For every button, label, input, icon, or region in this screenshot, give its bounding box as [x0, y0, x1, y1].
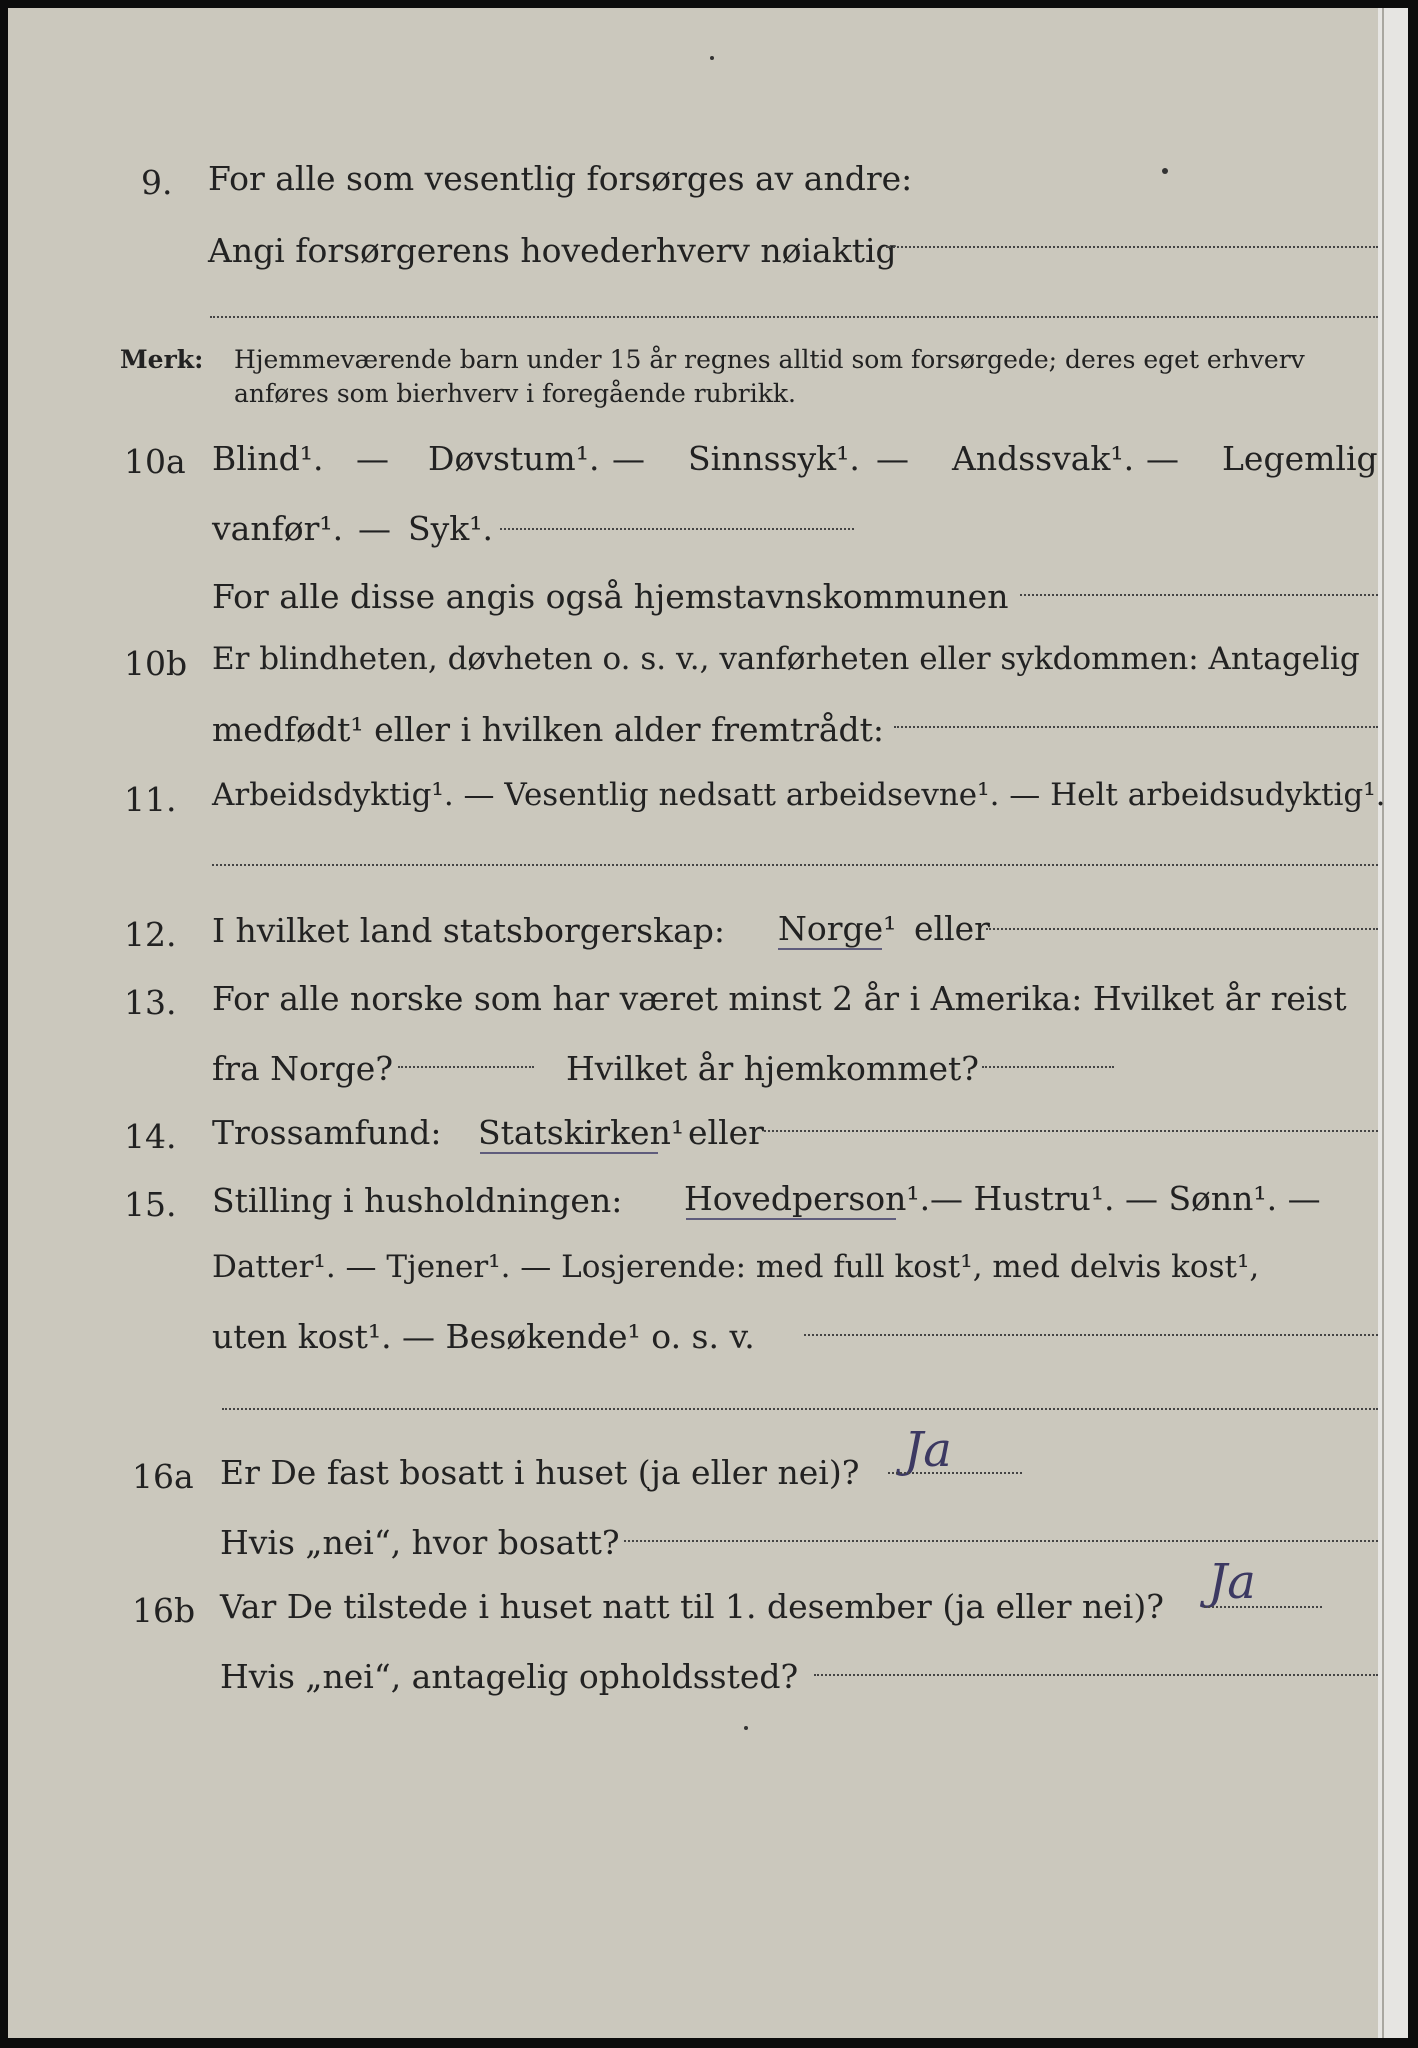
q12-fill-line[interactable]	[986, 928, 1378, 930]
q9-fill-line[interactable]	[886, 246, 1378, 248]
q10a-dash-5: —	[358, 509, 391, 548]
q16b-line1: Var De tilstede i huset natt til 1. desember (ja eller nei)?	[220, 1587, 1164, 1626]
q9-line1: For alle som vesentlig forsørges av andre:	[208, 159, 913, 198]
q11-line1: Arbeidsdyktig¹. — Vesentlig nedsatt arbeidsevne¹. — Helt arbeidsudyktig¹.	[212, 777, 1386, 813]
q15-hovedperson: Hovedperson¹.	[684, 1179, 931, 1218]
q16b-number: 16b	[132, 1591, 196, 1630]
q10a-fill-line-2[interactable]	[1020, 594, 1378, 596]
q13-hjemkommet: Hvilket år hjemkommet?	[566, 1049, 979, 1088]
q13-fill-line-1[interactable]	[398, 1066, 534, 1068]
ink-speck	[710, 56, 714, 60]
q14-number: 14.	[124, 1117, 177, 1156]
q10a-dash-4: —	[1146, 439, 1179, 478]
q10a-vanfor: vanfør¹.	[212, 509, 344, 548]
ink-speck-2	[744, 1726, 748, 1730]
census-form-page	[8, 8, 1408, 2038]
q16a-fill-line-2[interactable]	[624, 1540, 1378, 1542]
ink-dot	[1162, 168, 1168, 174]
paper-edge-line	[1382, 8, 1384, 2038]
q14-statskirken-underline	[480, 1152, 658, 1154]
q14-eller: eller	[688, 1113, 764, 1152]
q10a-dash-2: —	[612, 439, 645, 478]
q13-line1: For alle norske som har været minst 2 år i Amerika: Hvilket år reist	[212, 979, 1347, 1018]
q15-fill-line[interactable]	[804, 1334, 1378, 1336]
q9-fill-line-2[interactable]	[210, 316, 1378, 318]
q10a-sinnssyk: Sinnssyk¹.	[688, 439, 860, 478]
q15-fill-line-2[interactable]	[222, 1408, 1378, 1410]
q10a-line3: For alle disse angis også hjemstavnskommunen	[212, 577, 1009, 616]
q16b-fill-line[interactable]	[1204, 1606, 1322, 1608]
q10a-dovstum: Døvstum¹.	[428, 439, 600, 478]
q12-eller: eller	[914, 909, 990, 948]
q12-number: 12.	[124, 915, 177, 954]
q10a-andssvak: Andssvak¹.	[952, 439, 1135, 478]
q13-fill-line-2[interactable]	[982, 1066, 1114, 1068]
q10a-dash-3: —	[876, 439, 909, 478]
q14-statskirken: Statskirken¹	[478, 1113, 685, 1152]
q10a-legemlig: Legemlig	[1222, 439, 1378, 478]
q16b-fill-line-2[interactable]	[814, 1674, 1378, 1676]
q10a-dash-1: —	[356, 439, 389, 478]
q15-line3: uten kost¹. — Besøkende¹ o. s. v.	[212, 1317, 755, 1356]
q16a-line2: Hvis „nei“, hvor bosatt?	[220, 1523, 620, 1562]
q16a-number: 16a	[132, 1457, 194, 1496]
merk-line2: anføres som bierhverv i foregående rubrikk.	[234, 379, 796, 408]
q9-line2: Angi forsørgerens hovederhverv nøiaktig	[208, 231, 897, 270]
q15-hovedperson-underline	[686, 1218, 896, 1220]
q9-number: 9.	[141, 163, 173, 202]
q12-norge: Norge¹	[778, 909, 897, 948]
q13-fra-norge: fra Norge?	[212, 1049, 394, 1088]
q10b-fill-line[interactable]	[894, 726, 1378, 728]
q10b-line2: medfødt¹ eller i hvilken alder fremtrådt:	[212, 710, 885, 749]
q10a-syk: Syk¹.	[408, 509, 493, 548]
q16a-fill-line[interactable]	[888, 1472, 1022, 1474]
q10a-fill-line[interactable]	[500, 528, 854, 530]
q14-fill-line[interactable]	[764, 1130, 1378, 1132]
q11-number: 11.	[124, 780, 177, 819]
q10b-number: 10b	[124, 644, 188, 683]
merk-line1: Hjemmeværende barn under 15 år regnes alltid som forsørgede; deres eget erhverv	[234, 345, 1305, 374]
q12-text: I hvilket land statsborgerskap:	[212, 911, 726, 950]
q15-number: 15.	[124, 1185, 177, 1224]
q11-fill-line[interactable]	[212, 864, 1378, 866]
q16b-line2: Hvis „nei“, antagelig opholdssted?	[220, 1657, 799, 1696]
q15-line2: Datter¹. — Tjener¹. — Losjerende: med full kost¹, med delvis kost¹,	[212, 1249, 1260, 1285]
q15-hustru: — Hustru¹. — Sønn¹. —	[930, 1179, 1321, 1218]
q16b-answer: Ja	[1208, 1554, 1256, 1610]
q10b-line1: Er blindheten, døvheten o. s. v., vanførheten eller sykdommen: Antagelig	[212, 641, 1360, 677]
q16a-answer: Ja	[904, 1422, 952, 1478]
q15-text: Stilling i husholdningen:	[212, 1181, 623, 1220]
q13-number: 13.	[124, 983, 177, 1022]
q10a-blind: Blind¹.	[212, 439, 324, 478]
q10a-number: 10a	[124, 442, 186, 481]
merk-label: Merk:	[120, 345, 204, 374]
q12-norge-underline	[778, 948, 882, 950]
q16a-line1: Er De fast bosatt i huset (ja eller nei)?	[220, 1453, 860, 1492]
q14-text: Trossamfund:	[212, 1113, 442, 1152]
